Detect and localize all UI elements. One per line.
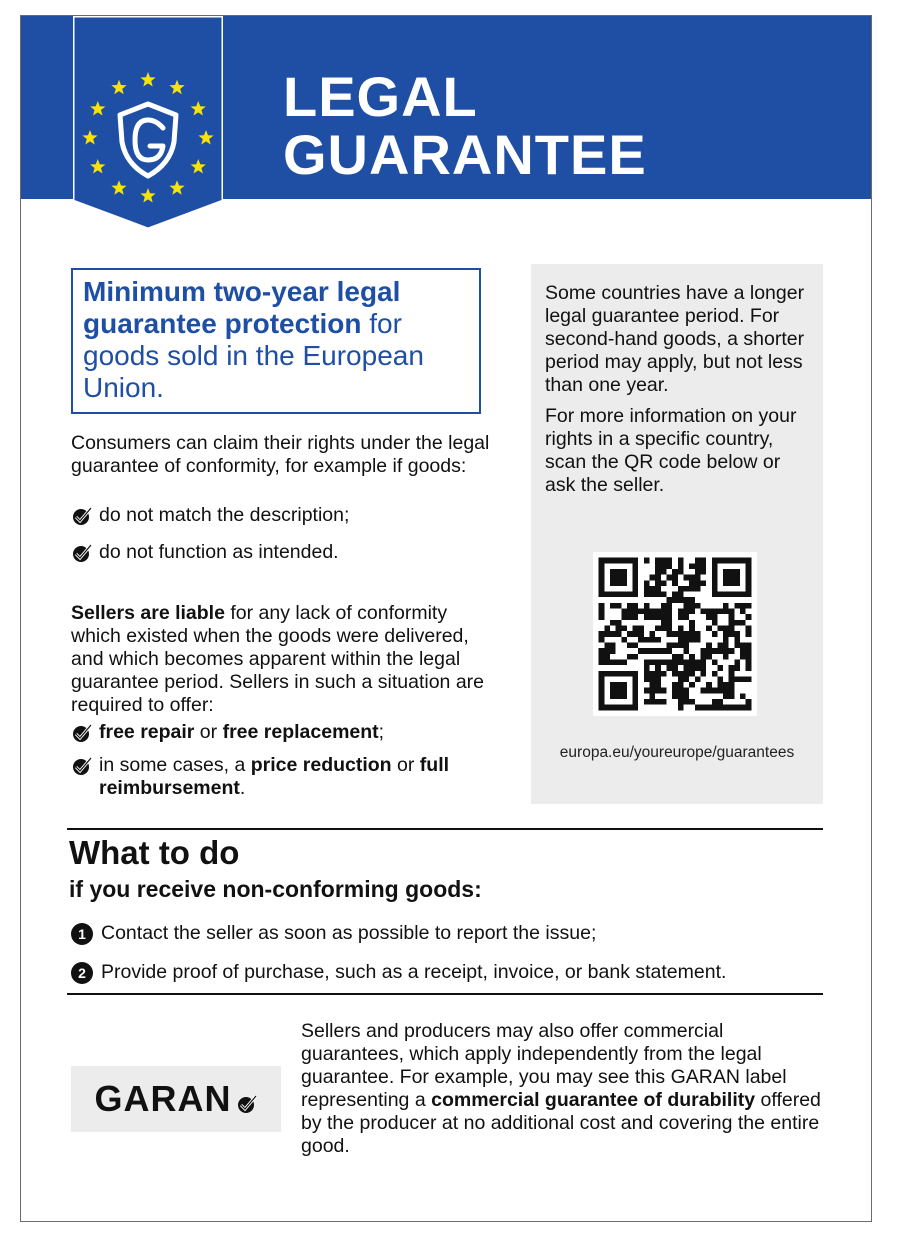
check-mark-icon	[71, 756, 93, 776]
check-mark-icon	[71, 506, 93, 526]
check-mark-icon	[71, 723, 93, 743]
what-to-do-subheading: if you receive non-conforming goods:	[69, 876, 482, 902]
step-number-badge: 2	[71, 962, 93, 984]
sellers-liable-rest: for any lack of conformity which existed when the goods were delivered, and which becomes apparent within the legal guarantee period. Sellers in such a situation are required to offer:	[71, 602, 485, 716]
commercial-guarantee-text	[301, 1020, 821, 1158]
remedy-full-reimbursement: full reimbursement	[99, 754, 450, 799]
garan-label-text: GARAN	[94, 1078, 232, 1119]
step-item	[71, 961, 726, 984]
country-info-paragraph-2: For more information on your rights in a specific country, scan the QR code below or ask the seller.	[545, 405, 797, 496]
header-banner	[21, 16, 871, 199]
commercial-text-a: Sellers and producers may also offer commercial guarantees, which apply independently from the legal guarantee. For example, you may see this GARAN label representing a	[301, 1020, 787, 1111]
rights-intro: Consumers can claim their rights under the legal guarantee of conformity, for example if goods:	[71, 432, 490, 477]
step-text: Contact the seller as soon as possible to report the issue;	[101, 922, 597, 944]
remedy-or: or	[194, 721, 223, 743]
remedy-price-reduction: price reduction	[250, 754, 392, 776]
country-info-panel	[531, 264, 823, 804]
divider	[67, 993, 823, 995]
title-line-2: GUARANTEE	[283, 123, 647, 186]
list-item	[71, 721, 501, 744]
legal-guarantee-poster	[20, 15, 872, 1222]
remedy-end: ;	[378, 721, 385, 743]
country-info-paragraph-1: Some countries have a longer legal guarantee period. For second-hand goods, a shorter period may apply, but not less than one year.	[545, 282, 805, 396]
step-item	[71, 922, 596, 945]
list-item	[71, 504, 501, 527]
title-line-1: LEGAL	[283, 65, 478, 128]
key-message-rest: for goods sold in the European Union.	[83, 308, 424, 403]
list-item	[71, 541, 501, 564]
guarantees-url[interactable]: europa.eu/youreurope/guarantees	[559, 744, 795, 761]
commercial-text-bold: commercial guarantee of durability	[431, 1089, 756, 1111]
check-mark-icon	[236, 1094, 258, 1114]
rights-item-1: do not match the description;	[99, 504, 350, 526]
garan-label	[71, 1066, 281, 1132]
remedy-item-1	[99, 721, 384, 744]
key-message-box	[71, 268, 481, 414]
list-item	[71, 754, 501, 800]
qr-code-icon[interactable]	[593, 552, 757, 716]
rights-list	[71, 504, 501, 578]
key-message-bold: Minimum two-year legal guarantee protection	[83, 276, 401, 339]
sellers-liable-text	[71, 602, 501, 717]
remedy-or-2: or	[391, 754, 420, 776]
step-text: Provide proof of purchase, such as a receipt, invoice, or bank statement.	[101, 961, 727, 983]
remedy-free-replacement: free replacement	[222, 721, 379, 743]
remedy-some-cases: in some cases, a	[99, 754, 251, 776]
remedy-end-2: .	[239, 777, 246, 799]
divider	[67, 828, 823, 830]
eu-guarantee-shield-icon	[73, 16, 223, 231]
remedy-free-repair: free repair	[99, 721, 195, 743]
remedies-list	[71, 721, 501, 814]
page-title	[283, 65, 647, 186]
step-number-badge: 1	[71, 923, 93, 945]
remedy-item-2	[99, 754, 501, 800]
what-to-do-heading: What to do	[69, 834, 240, 871]
rights-item-2: do not function as intended.	[99, 541, 339, 563]
sellers-liable-bold: Sellers are liable	[71, 602, 225, 624]
country-info-text	[545, 282, 815, 505]
check-mark-icon	[71, 543, 93, 563]
commercial-text-b: offered by the producer at no additional cost and covering the entire good.	[301, 1089, 821, 1157]
